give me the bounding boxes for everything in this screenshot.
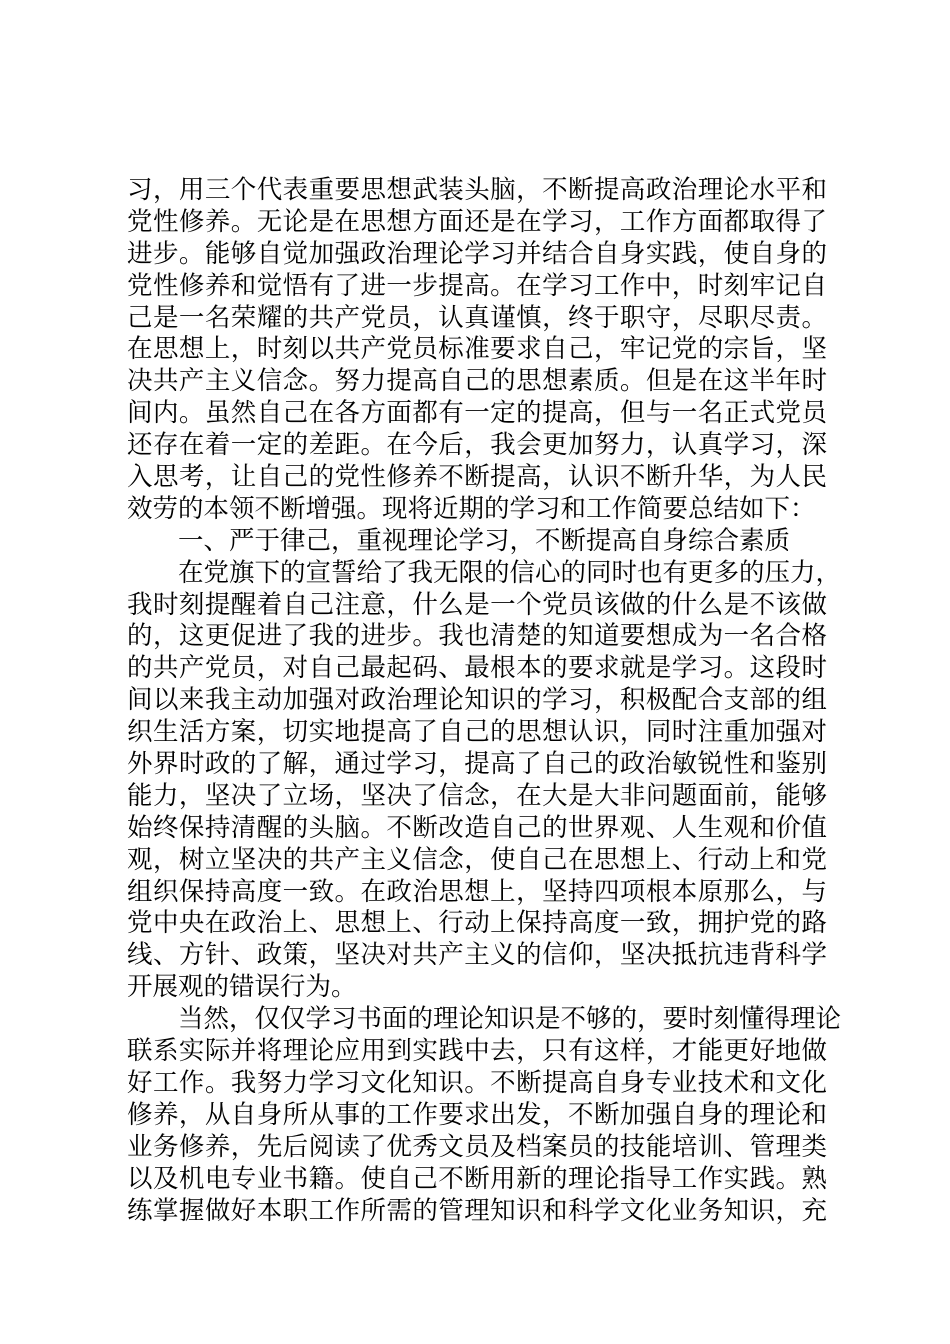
- text-line: 在党旗下的宣誓给了我无限的信心的同时也有更多的压力，: [178, 557, 842, 588]
- text-line: 我时刻提醒着自己注意，什么是一个党员该做的什么是不该做: [127, 589, 827, 620]
- text-line: 效劳的本领不断增强。现将近期的学习和工作简要总结如下：: [127, 493, 816, 524]
- text-line: 练掌握做好本职工作所需的管理知识和科学文化业务知识，充: [127, 1195, 827, 1226]
- text-line: 观，树立坚决的共产主义信念，使自己在思想上、行动上和党: [127, 844, 827, 875]
- text-line: 组织保持高度一致。在政治思想上，坚持四项根本原那么，与: [127, 876, 827, 907]
- text-line: 以及机电专业书籍。使自己不断用新的理论指导工作实践。熟: [127, 1163, 827, 1194]
- text-line: 始终保持清醒的头脑。不断改造自己的世界观、人生观和价值: [127, 812, 827, 843]
- text-line: 当然，仅仅学习书面的理论知识是不够的，要时刻懂得理论: [178, 1004, 842, 1035]
- text-line: 好工作。我努力学习文化知识。不断提高自身专业技术和文化: [127, 1067, 827, 1098]
- text-line: 的，这更促进了我的进步。我也清楚的知道要想成为一名合格: [127, 621, 827, 652]
- text-line: 修养，从自身所从事的工作要求出发，不断加强自身的理论和: [127, 1099, 827, 1130]
- paragraph-three: [127, 1004, 842, 1227]
- text-line: 还存在着一定的差距。在今后，我会更加努力，认真学习，深: [127, 430, 827, 461]
- text-line: 间以来我主动加强对政治理论知识的学习，积极配合支部的组: [127, 685, 827, 716]
- text-line: 在思想上，时刻以共产党员标准要求自己，牢记党的宗旨，坚: [127, 334, 827, 365]
- text-line: 联系实际并将理论应用到实践中去，只有这样，才能更好地做: [127, 1036, 827, 1067]
- text-line: 能力，坚决了立场，坚决了信念，在大是大非问题面前，能够: [127, 780, 827, 811]
- text-line: 开展观的错误行为。: [127, 972, 357, 1003]
- text-line: 己是一名荣耀的共产党员，认真谨慎，终于职守，尽职尽责。: [127, 302, 827, 333]
- text-line: 习，用三个代表重要思想武装头脑，不断提高政治理论水平和: [127, 175, 827, 205]
- section-heading: 一、严于律己，重视理论学习，不断提高自身综合素质: [178, 525, 791, 556]
- text-line: 党性修养。无论是在思想方面还是在学习，工作方面都取得了: [127, 206, 827, 237]
- text-line: 党中央在政治上、思想上、行动上保持高度一致，拥护党的路: [127, 908, 827, 939]
- text-line: 决共产主义信念。努力提高自己的思想素质。但是在这半年时: [127, 366, 827, 397]
- text-line: 业务修养，先后阅读了优秀文员及档案员的技能培训、管理类: [127, 1131, 827, 1162]
- document-body: [127, 175, 842, 1227]
- text-line: 外界时政的了解，通过学习，提高了自己的政治敏锐性和鉴别: [127, 749, 827, 780]
- text-line: 线、方针、政策，坚决对共产主义的信仰，坚决抵抗违背科学: [127, 940, 827, 971]
- text-line: 织生活方案，切实地提高了自己的思想认识，同时注重加强对: [127, 717, 827, 748]
- text-line: 进步。能够自觉加强政治理论学习并结合自身实践，使自身的: [127, 238, 827, 269]
- text-line: 间内。虽然自己在各方面都有一定的提高，但与一名正式党员: [127, 398, 827, 429]
- text-line: 入思考，让自己的党性修养不断提高，认识不断升华，为人民: [127, 462, 827, 493]
- paragraph-two: [127, 557, 842, 1004]
- text-line: 的共产党员，对自己最起码、最根本的要求就是学习。这段时: [127, 653, 827, 684]
- text-line: 党性修养和觉悟有了进一步提高。在学习工作中，时刻牢记自: [127, 270, 827, 301]
- paragraph-intro: [127, 175, 827, 526]
